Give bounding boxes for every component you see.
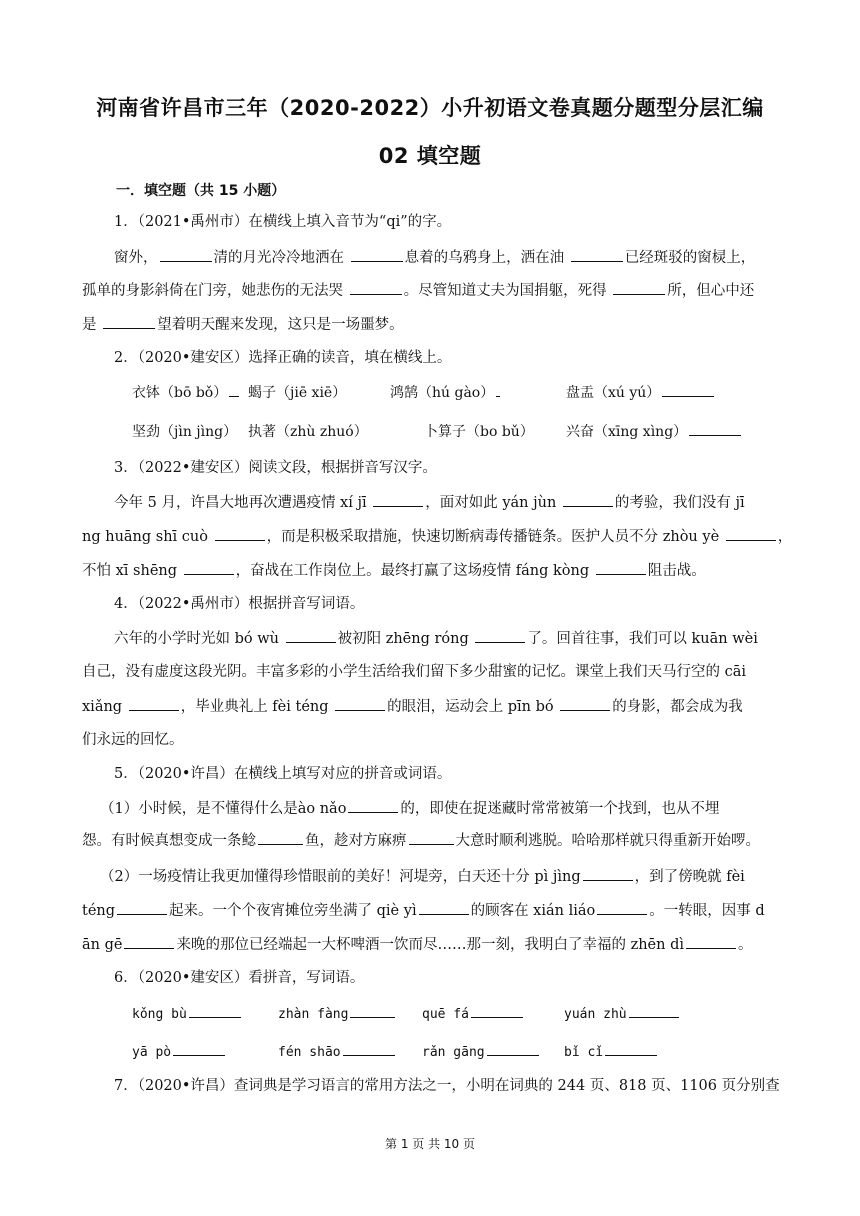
answer-blank[interactable] (419, 900, 469, 915)
question-3-line3: 不怕 xī shēng ，奋战在工作岗位上。最终打赢了这场疫情 fáng kòng 阻击战。 (82, 560, 782, 581)
answer-blank[interactable] (686, 934, 736, 949)
question-5-part1-line1: （1）小时候，是不懂得什么是ào nǎo 的，即使在捉迷藏时常常被第一个找到，也从不埋 (100, 798, 800, 819)
answer-blank[interactable] (173, 1041, 225, 1056)
question-5-part1-line2: 怨。有时候真想变成一条鲶 鱼，趁对方麻痹 大意时顺利逃脱。哈哈那样就只得重新开始啰。 (82, 830, 782, 851)
answer-blank[interactable] (597, 900, 647, 915)
question-7-stem: 7．（2020•许昌）查词典是学习语言的常用方法之一，小明在词典的 244 页、818 页、1106 页分别查 (114, 1078, 780, 1094)
answer-blank[interactable] (487, 1041, 539, 1056)
page-footer: 第 1 页 共 10 页 (385, 1137, 475, 1151)
question-4-stem: 4．（2022•禹州市）根据拼音写词语。 (114, 596, 365, 612)
answer-blank[interactable] (350, 1003, 395, 1018)
document-title-line2: 02 填空题 (378, 144, 482, 168)
answer-blank[interactable] (571, 247, 623, 262)
section-heading: 一．填空题（共 15 小题） (116, 183, 286, 199)
answer-blank[interactable] (662, 382, 714, 397)
answer-blank[interactable] (560, 696, 610, 711)
question-6-stem: 6．（2020•建安区）看拼音，写词语。 (114, 970, 365, 986)
answer-blank[interactable] (373, 492, 423, 507)
answer-blank[interactable] (335, 696, 385, 711)
answer-blank[interactable] (629, 1003, 679, 1018)
question-1-line1: 窗外， 清的月光冷冷地洒在 息着的乌鸦身上，洒在油 已经斑驳的窗棂上， (114, 247, 814, 268)
answer-blank[interactable] (351, 247, 403, 262)
answer-blank[interactable] (471, 1003, 523, 1018)
question-1-line3: 是 望着明天醒来发现，这只是一场噩梦。 (82, 314, 782, 335)
question-5-part2-line1: （2）一场疫情让我更加懂得珍惜眼前的美好！河堤旁，白天还十分 pì jìng ，到了傍晚就 fèi (100, 866, 800, 887)
answer-blank[interactable] (409, 830, 454, 845)
answer-blank[interactable] (596, 560, 646, 575)
question-1-line2: 孤单的身影斜倚在门旁，她悲伤的无法哭 。尽管知道丈夫为国捐躯，死得 所，但心中还 (82, 280, 782, 301)
answer-blank[interactable] (129, 696, 179, 711)
answer-blank[interactable] (215, 526, 265, 541)
answer-blank[interactable] (160, 247, 212, 262)
answer-blank[interactable] (726, 526, 776, 541)
answer-blank[interactable] (563, 492, 613, 507)
question-1-stem: 1．（2021•禹州市）在横线上填入音节为“qi”的字。 (114, 214, 452, 230)
answer-blank[interactable] (343, 1041, 395, 1056)
answer-blank[interactable] (605, 1041, 657, 1056)
question-4-line3: xiǎng ，毕业典礼上 fèi téng 的眼泪，运动会上 pīn bó 的身影，都会成为我 (82, 696, 782, 717)
answer-blank[interactable] (689, 421, 741, 436)
document-title-line1: 河南省许昌市三年（2020-2022）小升初语文卷真题分题型分层汇编 (96, 96, 764, 120)
question-4-line4: 们永远的回忆。 (82, 732, 184, 748)
answer-blank[interactable] (124, 934, 174, 949)
question-5-stem: 5．（2020•许昌）在横线上填写对应的拼音或词语。 (114, 766, 452, 782)
question-2-stem: 2．（2020•建安区）选择正确的读音，填在横线上。 (114, 350, 452, 366)
question-3-stem: 3．（2022•建安区）阅读文段，根据拼音写汉字。 (114, 460, 437, 476)
answer-blank[interactable] (583, 866, 633, 881)
question-4-line2: 自己，没有虚度这段光阴。丰富多彩的小学生活给我们留下多少甜蜜的记忆。课堂上我们天马行空的 cāi (82, 664, 747, 680)
question-3-line1: 今年 5 月，许昌大地再次遭遇疫情 xí jī ，面对如此 yán jùn 的考验，我们没有 jī (114, 492, 814, 513)
answer-blank[interactable] (189, 1003, 241, 1018)
answer-blank[interactable] (348, 798, 398, 813)
answer-blank[interactable] (103, 314, 155, 329)
question-5-part2-line2: téng 起来。一个个夜宵摊位旁坐满了 qiè yì 的顾客在 xián liáo 。一转眼，因事 d (82, 900, 782, 921)
question-3-line2: ng huāng shī cuò ，而是积极采取措施，快速切断病毒传播链条。医护人员不分 zhòu yè ， (82, 526, 782, 547)
document-page: 河南省许昌市三年（2020-2022）小升初语文卷真题分题型分层汇编 02 填空题 一．填空题（共 15 小题） 1．（2021•禹州市）在横线上填入音节为“qi”的字。 窗外， 清的月光冷冷地洒在 息着的乌鸦身上，洒在油 已经斑驳的窗棂上， 孤单的身影斜倚在门旁，她悲伤的无法哭 。尽管知道丈夫为国捐躯，死得 所，但心中还 是 望着明天醒来发现，这只是一场噩梦。 2．（2020•建安区）选择正确的读音，填在横线上。 衣钵（bō bǒ） 蝎子（jiē xiē） 鸿鹄（hú gào） 盘盂（xú yú） 坚劲（jìn jìng） 执著（zhù zhuó） 卜算子（bo bǔ） 兴奋（xīng xìng） 3．（2022•建安区）阅读文段，根据拼音写汉字。 今年 5 月，许昌大地再次遭遇疫情 xí jī ，面对如此 yán jùn 的考验，我们没有 jī ng huāng shī cuò ，而是积极采取措施，快速切断病毒传播链条。医护人员不分 zhòu yè ， 不怕 xī shēng ，奋战在工作岗位上。最终打赢了这场疫情 fáng kòng 阻击战。 4．（2022•禹州市）根据拼音写词语。 六年的小学时光如 bó wù 被初阳 zhēng róng 了。回首往事，我们可以 kuān wèi 自己，没有虚度这段光阴。丰富多彩的小学生活给我们留下多少甜蜜的记忆。课堂上我们天马行空的 cāi xiǎng ，毕业典礼上 fèi téng 的眼泪，运动会上 pīn bó 的身影，都会成为我 们永远的回忆。 5．（2020•许昌）在横线上填写对应的拼音或词语。 （1）小时候，是不懂得什么是ào nǎo 的，即使在捉迷藏时常常被第一个找到，也从不埋 怨。有时候真想变成一条鲶 鱼，趁对方麻痹 大意时顺利逃脱。哈哈那样就只得重新开始啰。 （2）一场疫情让我更加懂得珍惜眼前的美好！河堤旁，白天还十分 pì jìng ，到了傍晚就 fèi téng 起来。一个个夜宵摊位旁坐满了 qiè yì 的顾客在 xián liáo 。一转眼，因事 d ān gē 来晚的那位已经端起一大杯啤酒一饮而尽……那一刻，我明白了幸福的 zhēn dì 。 6．（2020•建安区）看拼音，写词语。 kǒng bù zhàn fàng quē fá yuán zhù yā pò fén shāo rǎn gāng bǐ cǐ 7．（2020•许昌）查词典是学习语言的常用方法之一，小明在词典的 244 页、818 页、1106 页分别查 第 1 页 共 10 页 (0, 0, 860, 1216)
answer-blank[interactable] (184, 560, 234, 575)
question-4-line1: 六年的小学时光如 bó wù 被初阳 zhēng róng 了。回首往事，我们可以 kuān wèi (114, 628, 814, 649)
answer-blank[interactable] (350, 280, 402, 295)
question-5-part2-line3: ān gē 来晚的那位已经端起一大杯啤酒一饮而尽……那一刻，我明白了幸福的 zhēn dì 。 (82, 934, 782, 955)
answer-blank[interactable] (229, 382, 239, 397)
answer-blank[interactable] (475, 628, 525, 643)
answer-blank[interactable] (258, 830, 303, 845)
answer-blank[interactable] (613, 280, 665, 295)
answer-blank[interactable] (117, 900, 167, 915)
answer-blank[interactable] (496, 382, 500, 397)
answer-blank[interactable] (286, 628, 336, 643)
